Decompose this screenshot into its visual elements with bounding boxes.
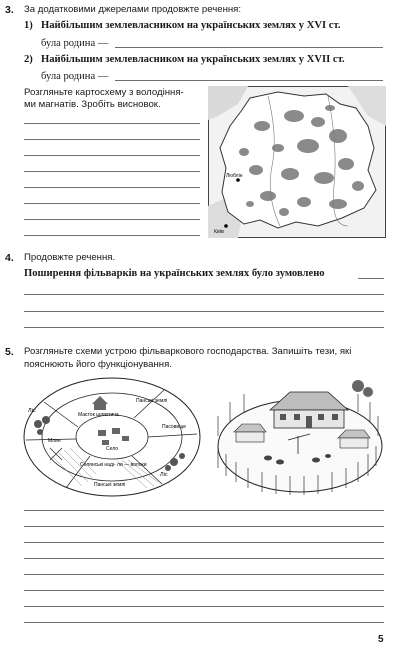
task3-item2-continuation: була родина — xyxy=(41,71,109,82)
answer-line[interactable] xyxy=(24,327,384,328)
scheme-label-peasant-plots: Селянські наді- ли — волоки xyxy=(80,462,147,468)
answer-line[interactable] xyxy=(24,187,200,188)
folwark-farmstead-illustration xyxy=(208,376,386,500)
task3-instruction: За додатковими джерелами продовжте речення: xyxy=(24,4,242,15)
task3-item1-continuation: була родина — xyxy=(41,38,109,49)
answer-line[interactable] xyxy=(24,606,384,607)
task4-instruction: Продовжте речення. xyxy=(24,252,116,263)
scheme-label-forest-right: Ліс xyxy=(160,472,168,478)
answer-line[interactable] xyxy=(24,526,384,527)
task4-number: 4. xyxy=(5,252,14,264)
task4-sentence: Поширення фільварків на українських землях було зумовлено xyxy=(24,268,325,279)
scheme-label-forest-left: Ліс xyxy=(28,408,36,414)
answer-line[interactable] xyxy=(24,294,384,295)
answer-line[interactable] xyxy=(24,235,200,236)
answer-line[interactable] xyxy=(24,203,200,204)
scheme-label-lord-lands-bottom: Панські землі xyxy=(94,482,126,488)
answer-line[interactable] xyxy=(24,622,384,623)
scheme-label-village: Село xyxy=(106,446,118,452)
folwark-scheme-diagram xyxy=(22,376,202,498)
scheme-label-lord-lands-top: Панські землі xyxy=(136,398,168,404)
task3-item2-text: Найбільшим землевласником на українських землях у XVII ст. xyxy=(41,54,345,65)
answer-line[interactable] xyxy=(24,219,200,220)
answer-line[interactable] xyxy=(24,542,384,543)
map-city-label-1: Люблін xyxy=(226,173,243,179)
answer-line[interactable] xyxy=(24,311,384,312)
answer-line[interactable] xyxy=(24,574,384,575)
map-city-label-2: Київ xyxy=(214,229,224,235)
task3-number: 3. xyxy=(5,4,14,16)
scheme-label-manor: Маєток шляхтича xyxy=(78,412,119,418)
answer-line[interactable] xyxy=(115,80,383,81)
answer-line[interactable] xyxy=(24,558,384,559)
scheme-label-pastures: Пасовище xyxy=(162,424,186,430)
task3-item1-text: Найбільшим землевласником на українських землях у XVI ст. xyxy=(41,20,341,31)
task3-item2-number: 2) xyxy=(24,54,33,65)
answer-line[interactable] xyxy=(24,590,384,591)
task3-map-prompt-line2: ми магнатів. Зробіть висновок. xyxy=(24,99,161,110)
answer-line[interactable] xyxy=(115,47,383,48)
answer-line[interactable] xyxy=(24,171,200,172)
answer-line[interactable] xyxy=(24,123,200,124)
answer-line[interactable] xyxy=(24,510,384,511)
magnate-estates-map xyxy=(208,86,386,238)
task5-instruction-line2: пояснюють його функціонування. xyxy=(24,359,172,370)
task5-instruction-line1: Розгляньте схеми устрою фільваркового господарства. Запишіть тези, які xyxy=(24,346,352,357)
answer-line[interactable] xyxy=(358,278,384,279)
task3-item1-number: 1) xyxy=(24,20,33,31)
task5-number: 5. xyxy=(5,346,14,358)
page-number: 5 xyxy=(378,634,384,645)
answer-line[interactable] xyxy=(24,155,200,156)
answer-line[interactable] xyxy=(24,139,200,140)
scheme-label-mill: Млин xyxy=(48,438,61,444)
task3-map-prompt-line1: Розгляньте картосхему з володіння- xyxy=(24,87,184,98)
